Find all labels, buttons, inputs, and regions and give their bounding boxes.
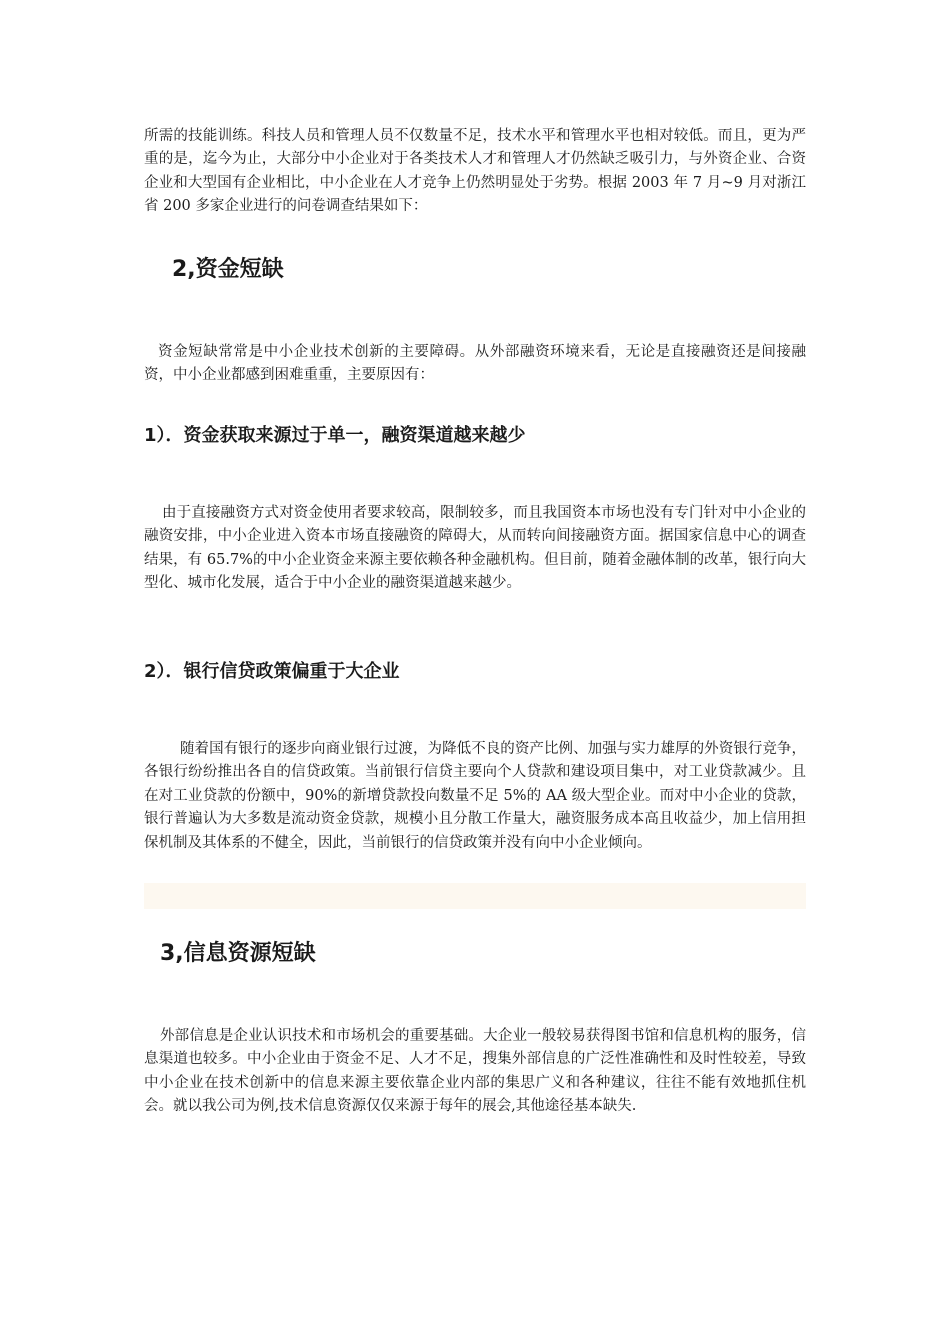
shaded-band — [144, 883, 806, 909]
credit-policy-paragraph: 随着国有银行的逐步向商业银行过渡，为降低不良的资产比例、加强与实力雄厚的外资银行竞争，各银行纷纷推出各自的信贷政策。当前银行信贷主要向个人贷款和建设项目集中，对工业贷款减少。且在对工业贷款的份额中，90%的新增贷款投向数量不足 5%的 AA 级大型企业。而对中小企业的贷款，银行普遍认为大多数是流动资金贷款，规模小且分散工作量大，融资服务成本高且收益少，加上信用担保机制及其体系的不健全，因此，当前银行的信贷政策并没有向中小企业倾向。 — [144, 741, 806, 851]
funding-paragraph: 资金短缺常常是中小企业技术创新的主要障碍。从外部融资环境来看，无论是直接融资还是间接融资，中小企业都感到困难重重，主要原因有： — [144, 344, 806, 384]
heading-information-shortage: 3,信息资源短缺 — [160, 941, 316, 966]
intro-paragraph: 所需的技能训练。科技人员和管理人员不仅数量不足，技术水平和管理水平也相对较低。而且，更为严重的是，迄今为止，大部分中小企业对于各类技术人才和管理人才仍然缺乏吸引力，与外资企业、合资企业和大型国有企业相比，中小企业在人才竞争上仍然明显处于劣势。根据 2003 年 7 月~9 月对浙江省 200 多家企业进行的问卷调查结果如下： — [144, 128, 806, 215]
subheading-credit-policy: 2）．银行信贷政策偏重于大企业 — [144, 661, 400, 682]
single-source-paragraph: 由于直接融资方式对资金使用者要求较高，限制较多，而且我国资本市场也没有专门针对中小企业的融资安排，中小企业进入资本市场直接融资的障碍大，从而转向间接融资方面。据国家信息中心的调查结果，有 65.7%的中小企业资金来源主要依赖各种金融机构。但目前，随着金融体制的改革，银行向大型化、城市化发展，适合于中小企业的融资渠道越来越少。 — [144, 505, 806, 592]
information-paragraph: 外部信息是企业认识技术和市场机会的重要基础。大企业一般较易获得图书馆和信息机构的服务，信息渠道也较多。中小企业由于资金不足、人才不足，搜集外部信息的广泛性准确性和及时性较差，导致中小企业在技术创新中的信息来源主要依靠企业内部的集思广义和各种建议，往往不能有效地抓住机会。就以我公司为例,技术信息资源仅仅来源于每年的展会,其他途径基本缺失. — [144, 1028, 806, 1115]
subheading-single-source: 1）．资金获取来源过于单一，融资渠道越来越少 — [144, 425, 526, 446]
heading-funding-shortage: 2,资金短缺 — [172, 257, 284, 282]
